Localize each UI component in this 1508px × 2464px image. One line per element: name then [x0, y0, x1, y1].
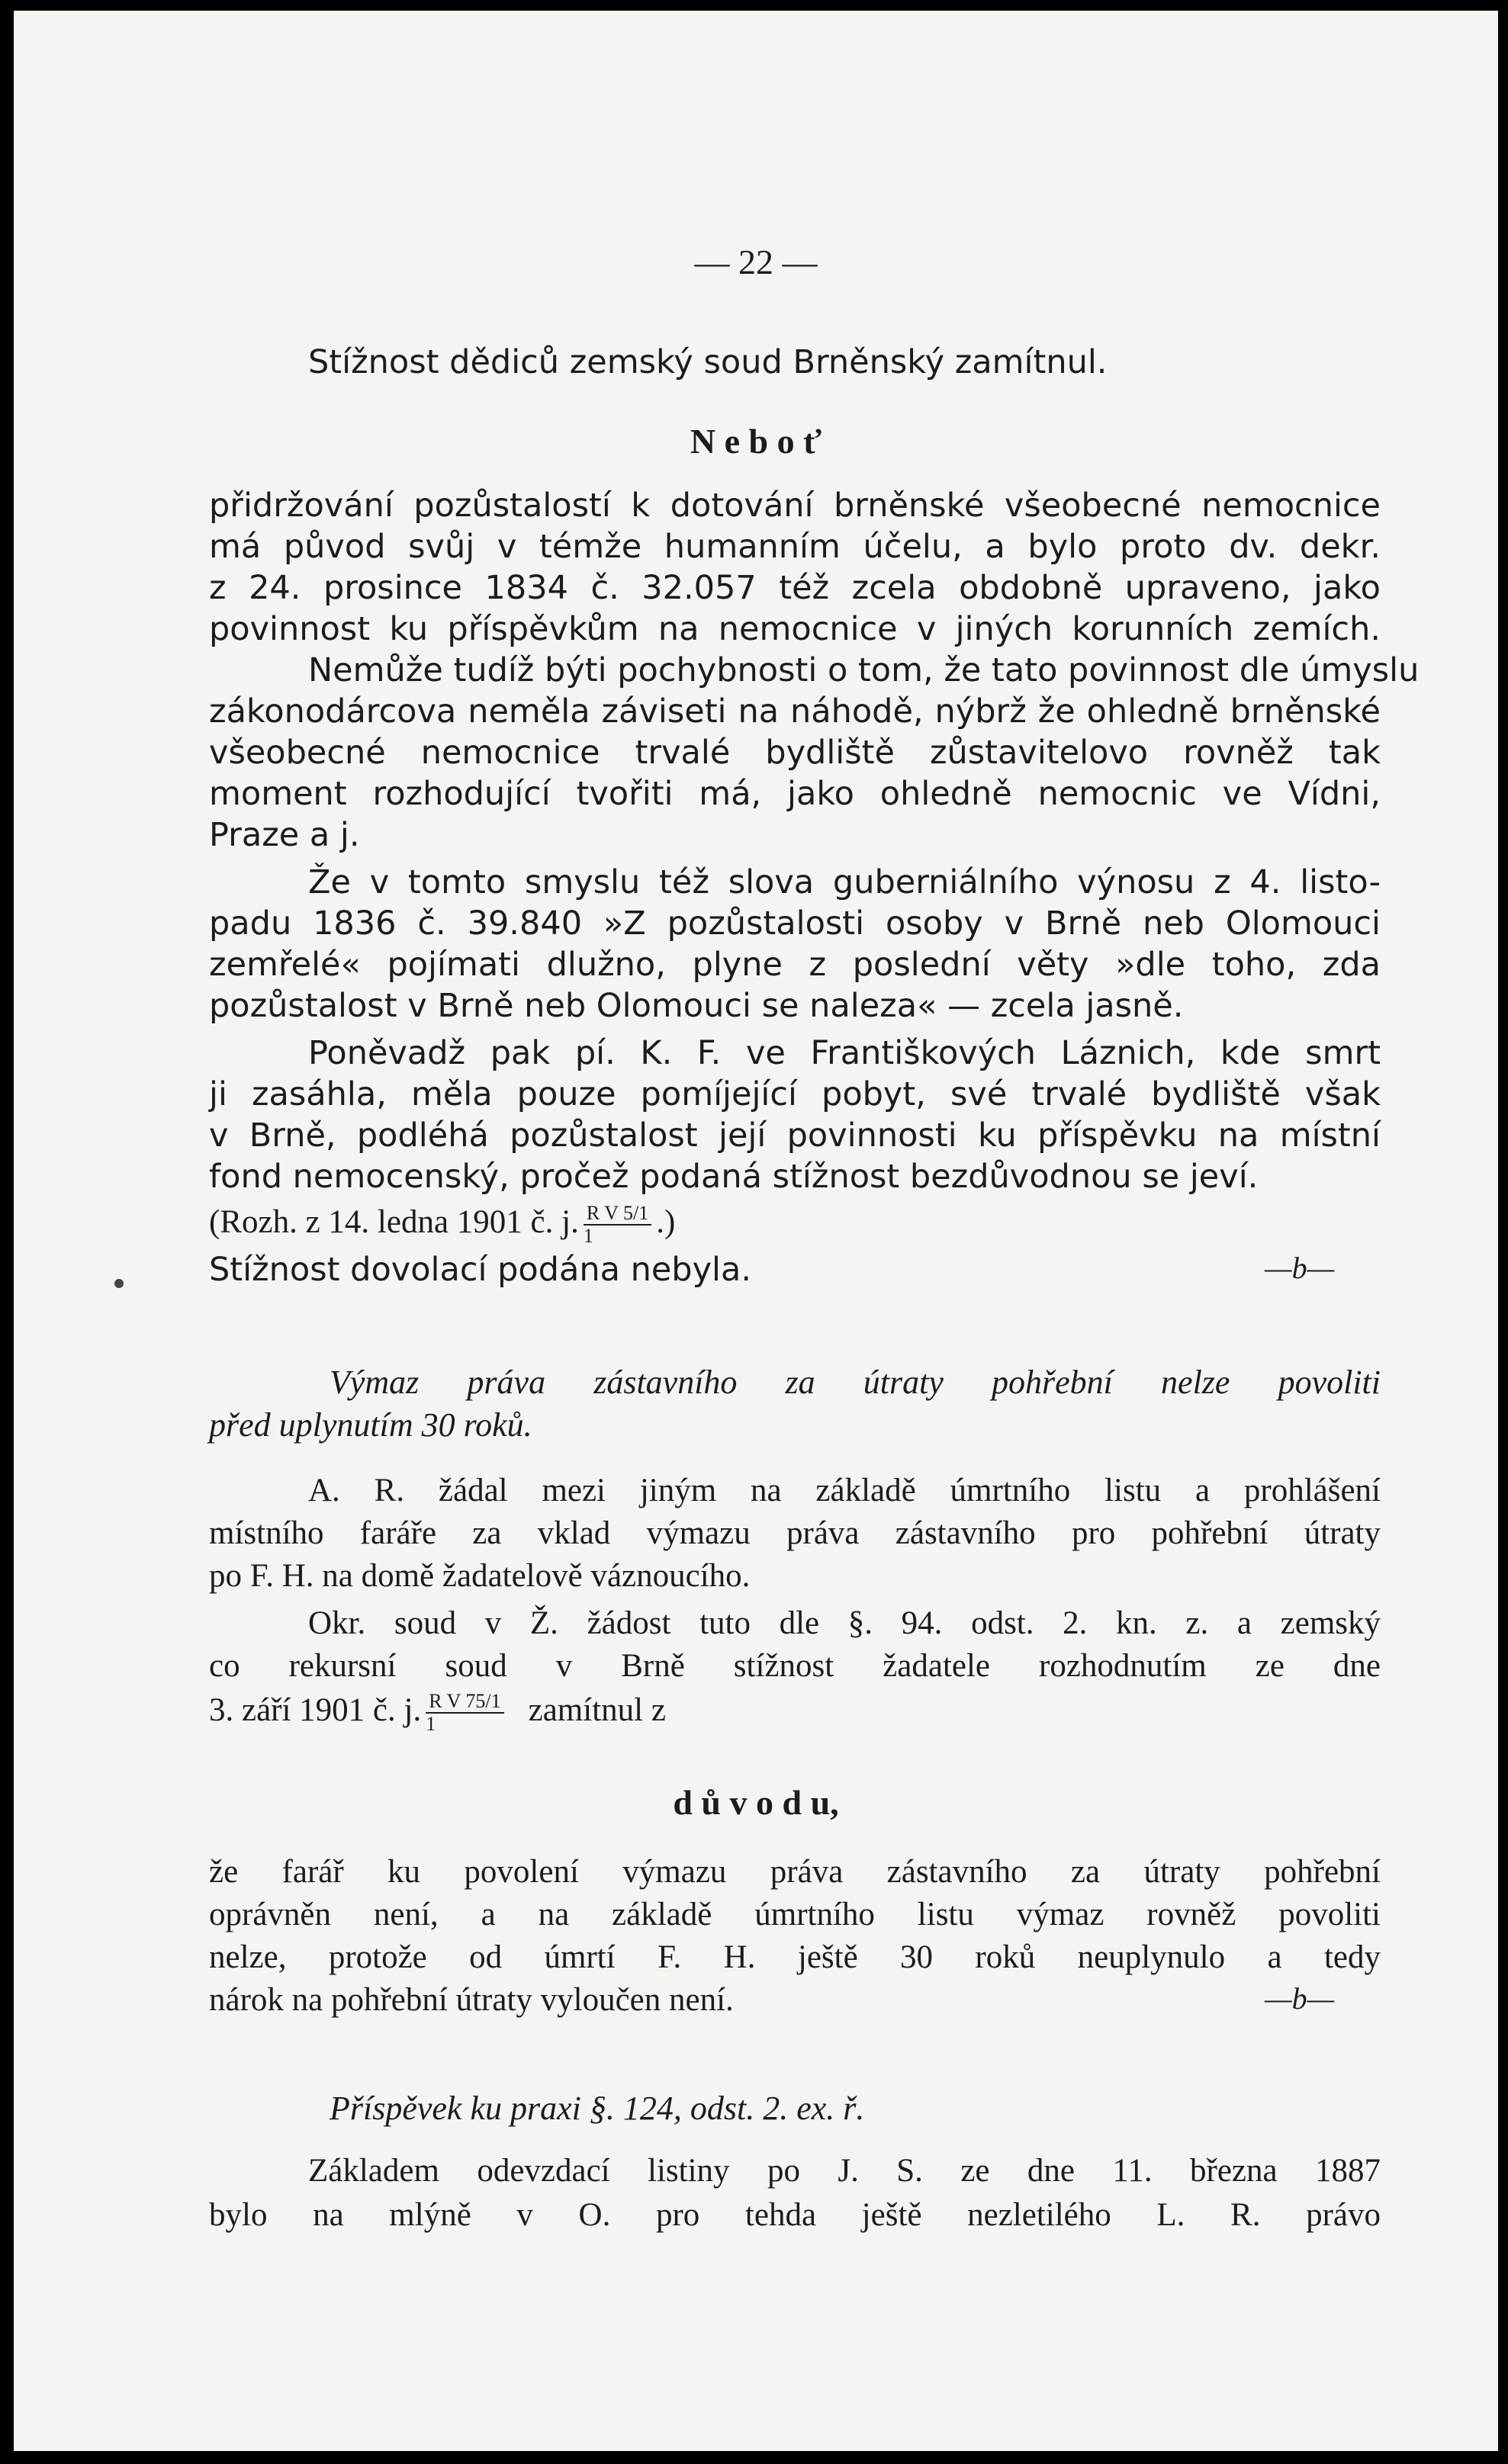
- paragraph-line: moment rozhodující tvořiti má, jako ohledně nemocnic ve Vídni,: [209, 775, 1381, 813]
- citation-line: [209, 1200, 1381, 1247]
- paragraph-line: oprávněn není, a na základě úmrtního listu výmaz rovněž povoliti: [209, 1897, 1381, 1932]
- margin-mark: [114, 1279, 124, 1288]
- paragraph-line: padu 1836 č. 39.840 »Z pozůstalosti osoby v Brně neb Olomouci: [209, 904, 1381, 943]
- paragraph-line: nárok na pohřební útraty vyloučen není.: [209, 1982, 734, 2018]
- paragraph-line: povinnost ku příspěvkům na nemocnice v jiných korunních zemích.: [209, 610, 1381, 648]
- paragraph-line: ji zasáhla, měla pouze pomíjející pobyt, své trvalé bydliště však: [209, 1075, 1381, 1113]
- fraction-numerator: R V 75/1: [426, 1691, 503, 1714]
- date-prefix: 3. září 1901 č. j.: [209, 1692, 422, 1728]
- paragraph-line: A. R. žádal mezi jiným na základě úmrtního listu a prohlášení: [308, 1473, 1381, 1508]
- signature: —b—: [1265, 1251, 1335, 1285]
- paragraph-line: Základem odevzdací listiny po J. S. ze dne 11. března 1887: [308, 2153, 1381, 2189]
- citation-prefix: (Rozh. z 14. ledna 1901 č. j.: [209, 1204, 579, 1240]
- paragraph-line: zákonodárcova neměla záviseti na náhodě, nýbrž že ohledně brněnské: [209, 692, 1381, 731]
- closing-line: Stížnost dovolací podána nebyla.: [209, 1251, 752, 1289]
- paragraph-line: přidržování pozůstalostí k dotování brněnské všeobecné nemocnice: [209, 487, 1381, 525]
- document-page: [14, 11, 1498, 2451]
- fraction-numerator: R V 5/1: [584, 1203, 651, 1226]
- paragraph-line: všeobecné nemocnice trvalé bydliště zůstavitelovo rovněž tak: [209, 734, 1381, 772]
- paragraph-line: zemřelé« pojímati dlužno, plyne z poslední věty »dle toho, zda: [209, 946, 1381, 984]
- paragraph-line: Okr. soud v Ž. žádost tuto dle §. 94. odst. 2. kn. z. a zemský: [308, 1605, 1381, 1641]
- paragraph-line: Nemůže tudíž býti pochybnosti o tom, že tato povinnost dle úmyslu: [308, 651, 1420, 689]
- paragraph-line: po F. H. na domě žadatelově váznoucího.: [209, 1558, 751, 1594]
- paragraph-line: místního faráře za vklad výmazu práva zástavního pro pohřební útraty: [209, 1515, 1381, 1551]
- section-title: Příspěvek ku praxi §. 124, odst. 2. ex. ř.: [330, 2090, 865, 2127]
- date-line: [209, 1688, 1381, 1735]
- fraction-denominator: 1: [583, 1225, 593, 1248]
- paragraph-line: nelze, protože od úmrtí F. H. ještě 30 roků neuplynulo a tedy: [209, 1939, 1381, 1975]
- paragraph-line: Poněvadž pak pí. K. F. ve Františkových Láznich, kde smrt: [308, 1034, 1381, 1072]
- section-title: před uplynutím 30 roků.: [209, 1406, 532, 1444]
- section-title: Výmaz práva zástavního za útraty pohřební nelze povoliti: [330, 1364, 1381, 1401]
- citation-fraction: [584, 1203, 651, 1247]
- section-heading: N e b o ť: [690, 422, 822, 461]
- paragraph-line: že farář ku povolení výmazu práva zástavního za útraty pohřební: [209, 1854, 1381, 1890]
- paragraph-line: z 24. prosince 1834 č. 32.057 též zcela obdobně upraveno, jako: [209, 569, 1381, 607]
- paragraph-line: pozůstalost v Brně neb Olomouci se naleza« — zcela jasně.: [209, 987, 1184, 1025]
- page-number: — 22 —: [694, 243, 818, 281]
- date-suffix: zamítnul z: [528, 1692, 666, 1728]
- fraction-denominator: 1: [426, 1713, 436, 1736]
- paragraph-line: fond nemocenský, pročež podaná stížnost bezdůvodnou se jeví.: [209, 1158, 1259, 1196]
- signature: —b—: [1265, 1981, 1335, 2016]
- section-heading: d ů v o d u,: [673, 1783, 839, 1822]
- paragraph-line: Praze a j.: [209, 816, 360, 854]
- paragraph-line: Stížnost dědiců zemský soud Brněnský zamítnul.: [308, 343, 1108, 381]
- paragraph-line: bylo na mlýně v O. pro tehda ještě nezletilého L. R. právo: [209, 2197, 1381, 2233]
- date-fraction: [426, 1691, 503, 1735]
- paragraph-line: co rekursní soud v Brně stížnost žadatele rozhodnutím ze dne: [209, 1648, 1381, 1684]
- citation-suffix: .): [656, 1204, 676, 1240]
- paragraph-line: v Brně, podléhá pozůstalost její povinnosti ku příspěvku na místní: [209, 1116, 1381, 1155]
- paragraph-line: Že v tomto smyslu též slova guberniálního výnosu z 4. listo-: [308, 863, 1381, 901]
- paragraph-line: má původ svůj v témže humanním účelu, a bylo proto dv. dekr.: [209, 528, 1381, 566]
